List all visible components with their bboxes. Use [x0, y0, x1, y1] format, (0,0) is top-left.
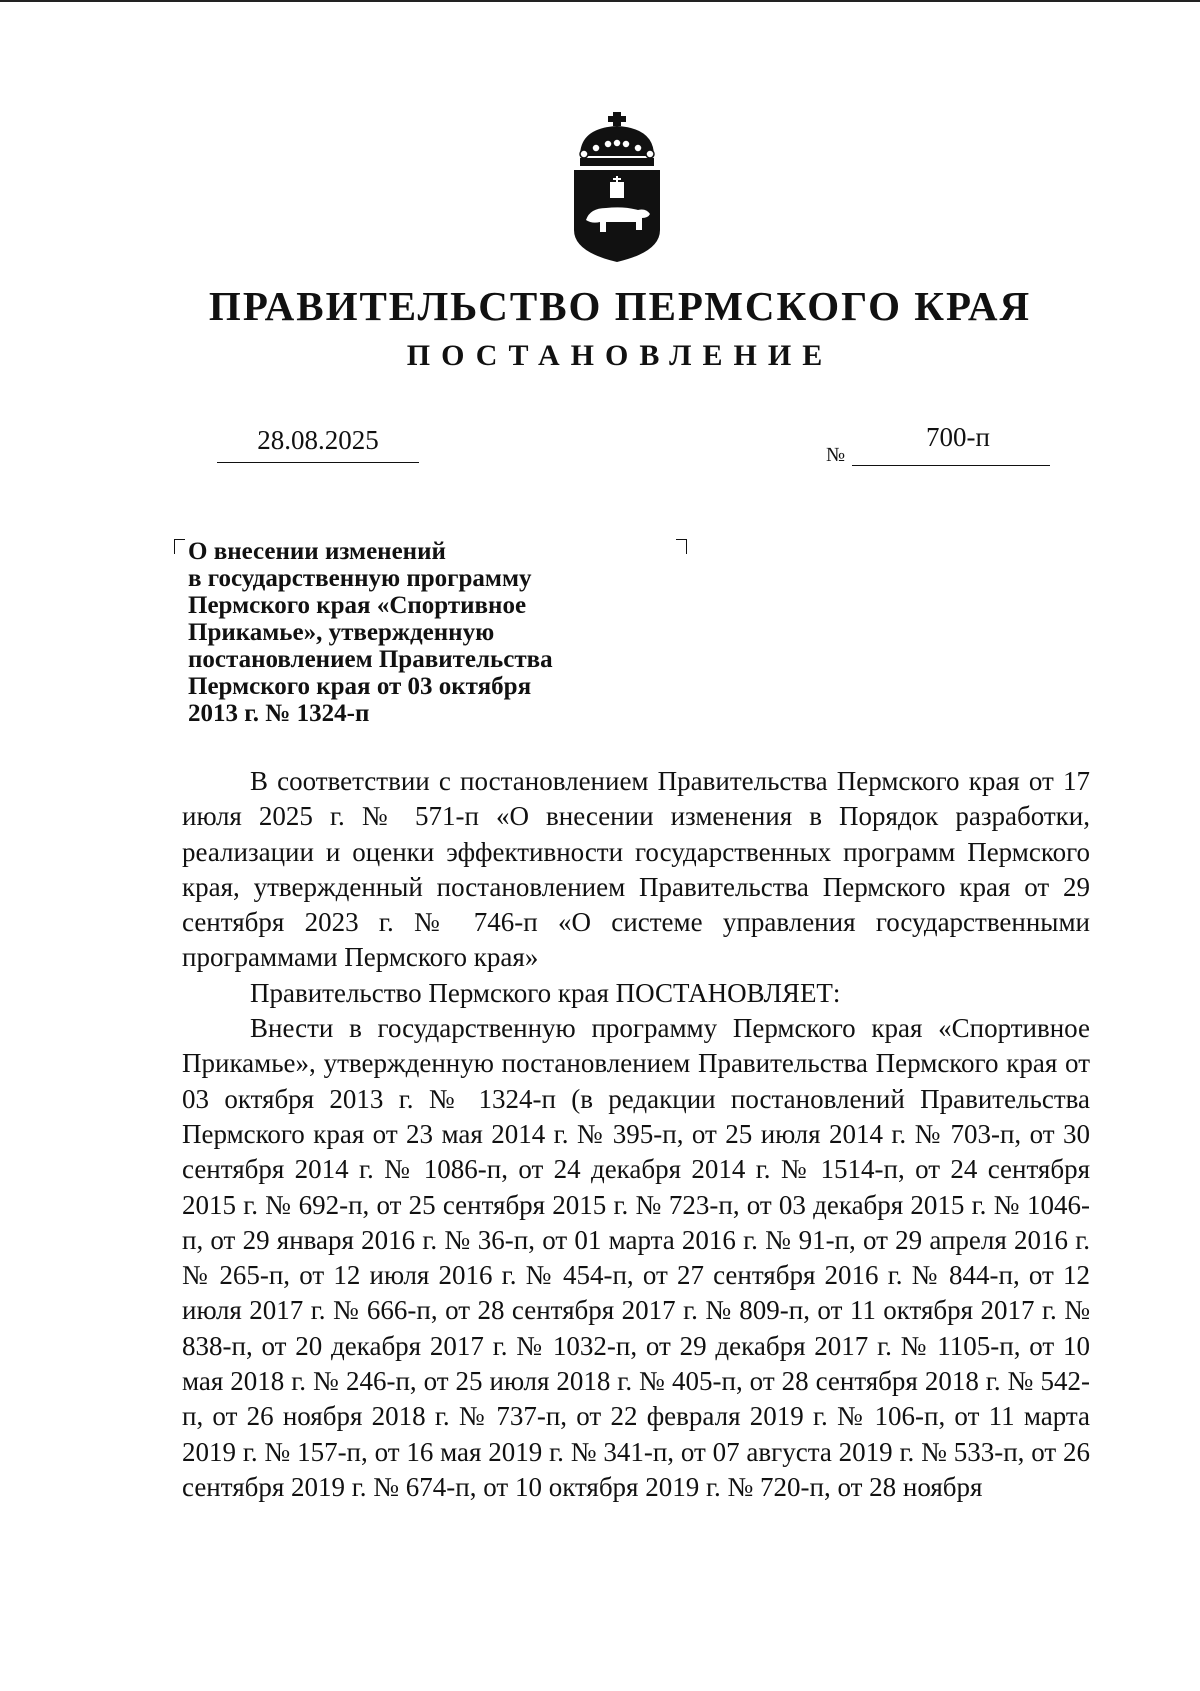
page-top-border [0, 0, 1200, 2]
body-paragraph: Внести в государственную программу Пермского края «Спортивное Прикамье», утвержденную постановлением Правительства Пермского края от 03 октября 2013 г. № 1324-п (в редакции постановлений Правительства Пермского края от 23 мая 2014 г. № 395-п, от 25 июля 2014 г. № 703-п, от 30 сентября 2014 г. № 1086-п, от 24 декабря 2014 г. № 1514-п, от 24 сентября 2015 г. № 692-п, от 25 сентября 2015 г. № 723-п, от 03 декабря 2015 г. № 1046-п, от 29 января 2016 г. № 36-п, от 01 марта 2016 г. № 91-п, от 29 апреля 2016 г. № 265-п, от 12 июля 2016 г. № 454-п, от 27 сентября 2016 г. № 844-п, от 12 июля 2017 г. № 666-п, от 28 сентября 2017 г. № 809-п, от 11 октября 2017 г. № 838-п, от 20 декабря 2017 г. № 1032-п, от 29 декабря 2017 г. № 1105-п, от 10 мая 2018 г. № 246-п, от 25 июля 2018 г. № 405-п, от 28 сентября 2018 г. № 542-п, от 26 ноября 2018 г. № 737-п, от 22 февраля 2019 г. № 106-п, от 11 марта 2019 г. № 157-п, от 16 мая 2019 г. № 341-п, от 07 августа 2019 г. № 533-п, от 26 сентября 2019 г. № 674-п, от 10 октября 2019 г. № 720-п, от 28 ноября [182, 1013, 1090, 1502]
perm-krai-coat-of-arms-icon [572, 112, 662, 264]
document-date: 28.08.2025 [257, 425, 379, 455]
subject-line: Пермского края «Спортивное [188, 592, 527, 619]
subject-corner-mark-right [676, 539, 687, 554]
document-date-field [217, 425, 419, 465]
document-type: ПОСТАНОВЛЕНИЕ [406, 339, 834, 372]
date-underline [217, 462, 419, 463]
document-body [182, 764, 1090, 1505]
number-underline [852, 465, 1050, 466]
subject-line: Прикамье», утвержденную [188, 619, 495, 646]
subject-corner-mark-left [174, 539, 185, 554]
body-paragraph: В соответствии с постановлением Правительства Пермского края от 17 июля 2025 г. № 571-п «О внесении изменения в Порядок разработки, реализации и оценки эффективности государственных программ Пермского края, утвержденный постановлением Правительства Пермского края от 29 сентября 2023 г. № 746-п «О системе управления государственными программами Пермского края» [182, 766, 1090, 973]
subject-line: 2013 г. № 1324-п [188, 700, 370, 727]
organization-title: ПРАВИТЕЛЬСТВО ПЕРМСКОГО КРАЯ [208, 283, 1032, 329]
subject-line: Пермского края от 03 октября [188, 673, 532, 700]
number-sign: № [826, 444, 846, 466]
document-subject [188, 538, 658, 727]
body-paragraph-resolution: Правительство Пермского края ПОСТАНОВЛЯЕТ: [250, 977, 841, 1008]
subject-line: в государственную программу [188, 565, 532, 592]
document-number: 700-п [926, 422, 990, 452]
document-number-field [826, 422, 1050, 470]
subject-line: постановлением Правительства [188, 646, 553, 673]
subject-line: О внесении изменений [188, 538, 446, 565]
